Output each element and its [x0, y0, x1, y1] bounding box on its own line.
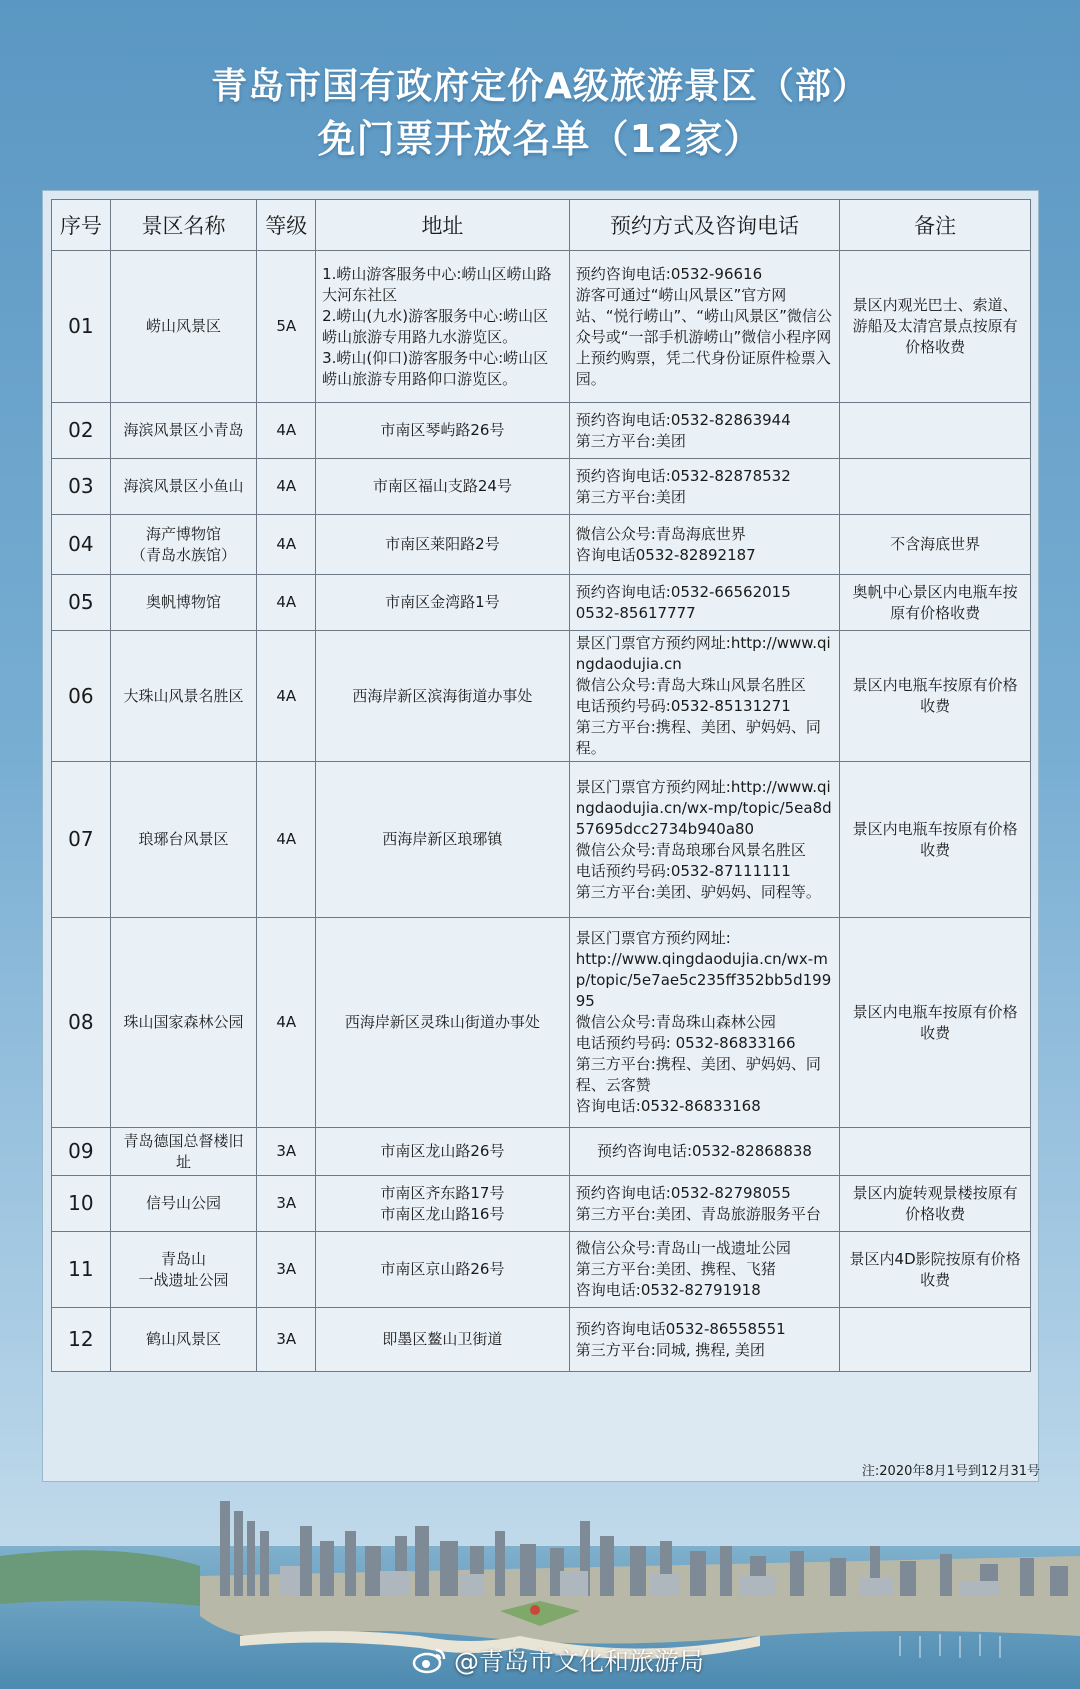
table-row [52, 1232, 1031, 1308]
cell-booking-line: 0532-85617777 [575, 603, 696, 622]
table-row [52, 1176, 1031, 1232]
cell-name [110, 575, 257, 631]
header-name: 景区名称 [110, 200, 257, 251]
cell-address-line: 西海岸新区琅琊镇 [382, 830, 503, 848]
cell-address-line: 市南区京山路26号 [380, 1260, 505, 1278]
cell-booking-line: 电话预约号码: 0532-86833166 [575, 1034, 796, 1052]
cell-remark [840, 515, 1031, 575]
cell-name [110, 403, 257, 459]
table-row [52, 762, 1031, 918]
cell-booking-line: 第三方平台:美团、驴妈妈、同程等。 [575, 882, 821, 901]
page-title-line1: 青岛市国有政府定价A级旅游景区（部） [211, 66, 869, 107]
cell-booking-line: 景区门票官方预约网址:http://www.qingdaodujia.cn [575, 634, 831, 673]
cell-booking-line: 第三方平台:携程、美团、驴妈妈、同程。 [575, 718, 821, 757]
cell-booking-line: 微信公众号:青岛海底世界 [575, 524, 746, 543]
cell-booking [569, 459, 839, 515]
cell-name-line: 大珠山风景名胜区 [123, 686, 244, 705]
cell-grade: 4A [257, 575, 316, 631]
cell-remark [840, 251, 1031, 403]
cell-remark-line: 景区内4D影院按原有价格收费 [849, 1249, 1021, 1289]
cell-address [316, 1232, 570, 1308]
cell-address-line: 市南区齐东路17号 [380, 1183, 505, 1202]
cell-booking-line: 咨询电话0532-82892187 [575, 545, 756, 564]
cell-address-line: 市南区龙山路16号 [380, 1204, 505, 1223]
cell-address-line: 市南区琴屿路26号 [380, 421, 505, 439]
cell-booking-line: 预约咨询电话:0532-82798055 [575, 1183, 791, 1202]
cell-address [316, 575, 570, 631]
cell-grade: 4A [257, 403, 316, 459]
cell-remark-line: 景区内电瓶车按原有价格收费 [852, 1002, 1018, 1042]
cell-address-line: 即墨区鳌山卫街道 [382, 1330, 503, 1348]
cell-remark-line: 景区内电瓶车按原有价格收费 [852, 676, 1018, 715]
table-body [52, 251, 1031, 1372]
cell-booking [569, 575, 839, 631]
watermark-text: @青岛市文化和旅游局 [454, 1647, 705, 1676]
cell-name [110, 762, 257, 918]
table-row [52, 1308, 1031, 1372]
cell-name-line: 信号山公园 [146, 1194, 222, 1212]
cell-booking-line: 咨询电话:0532-82791918 [575, 1281, 761, 1299]
cell-grade: 4A [257, 762, 316, 918]
cell-remark-line: 景区内电瓶车按原有价格收费 [852, 819, 1018, 859]
cell-name [110, 631, 257, 762]
cell-address [316, 251, 570, 403]
header-no: 序号 [52, 200, 111, 251]
cell-no: 01 [52, 251, 111, 403]
cell-name-line: 海滨风景区小鱼山 [123, 477, 244, 495]
cell-booking-line: 微信公众号:青岛珠山森林公园 [575, 1013, 776, 1031]
cell-booking-line: 第三方平台:美团 [575, 431, 686, 450]
cell-no: 12 [52, 1308, 111, 1372]
cell-name [110, 1308, 257, 1372]
cell-remark-line: 不含海底世界 [890, 535, 981, 553]
cell-booking [569, 762, 839, 918]
cell-no: 07 [52, 762, 111, 918]
cell-address [316, 403, 570, 459]
cell-name-line: （青岛水族馆） [131, 545, 237, 564]
cell-remark [840, 918, 1031, 1128]
cell-address [316, 459, 570, 515]
cell-name-line: 海滨风景区小青岛 [123, 421, 244, 439]
footnote: 注:2020年8月1号到12月31号 [861, 1464, 1040, 1479]
table-row [52, 515, 1031, 575]
cell-remark [840, 631, 1031, 762]
cell-address-line: 西海岸新区灵珠山街道办事处 [344, 1013, 540, 1031]
cell-name [110, 1232, 257, 1308]
table-frame [42, 190, 1039, 1482]
cell-address-line: 市南区福山支路24号 [372, 477, 512, 495]
cell-address [316, 762, 570, 918]
cell-remark [840, 762, 1031, 918]
cell-address-line: 市南区龙山路26号 [380, 1142, 505, 1160]
cell-address [316, 1176, 570, 1232]
cell-booking-line: 微信公众号:青岛琅琊台风景名胜区 [575, 840, 806, 859]
cell-no: 03 [52, 459, 111, 515]
table-row [52, 403, 1031, 459]
cell-booking-line: 电话预约号码:0532-85131271 [575, 697, 791, 715]
cell-name-line: 一战遗址公园 [138, 1270, 229, 1289]
cell-name-line: 珠山国家森林公园 [123, 1013, 244, 1031]
cell-booking-line: 微信公众号:青岛山一战遗址公园 [575, 1239, 791, 1257]
cell-booking [569, 631, 839, 762]
cell-booking [569, 1232, 839, 1308]
cell-booking-line: 第三方平台:美团、携程、飞猪 [575, 1260, 776, 1278]
cell-grade: 4A [257, 918, 316, 1128]
cell-name-line: 青岛山 [161, 1249, 207, 1268]
cell-booking-line: 微信公众号:青岛大珠山风景名胜区 [575, 676, 806, 694]
table-row [52, 631, 1031, 762]
cell-grade: 5A [257, 251, 316, 403]
cell-booking [569, 1308, 839, 1372]
cell-remark [840, 1308, 1031, 1372]
cell-address-line: 西海岸新区滨海街道办事处 [352, 686, 533, 705]
cell-booking [569, 1176, 839, 1232]
cell-no: 09 [52, 1128, 111, 1176]
cell-booking-line: 第三方平台:美团、青岛旅游服务平台 [575, 1204, 821, 1223]
cell-name-line: 海产博物馆 [146, 524, 222, 543]
cell-name-line: 奥帆博物馆 [146, 593, 222, 611]
cell-address [316, 515, 570, 575]
cell-booking-line: 景区门票官方预约网址:http://www.qingdaodujia.cn/wx-mp/topic/5ea8d57695dcc2734b940a80 [575, 777, 832, 838]
cell-grade: 3A [257, 1308, 316, 1372]
scenic-spots-table [51, 199, 1031, 1372]
cell-remark [840, 1232, 1031, 1308]
cell-address-line: 市南区莱阳路2号 [385, 535, 500, 553]
cell-name-line: 青岛德国总督楼旧址 [123, 1131, 244, 1171]
cell-name [110, 918, 257, 1128]
header-grade: 等级 [257, 200, 316, 251]
cell-booking-line: http://www.qingdaodujia.cn/wx-mp/topic/5e7ae5c235ff352bb5d19995 [575, 950, 832, 1010]
weibo-watermark [412, 1642, 704, 1678]
cell-booking [569, 251, 839, 403]
cell-booking [569, 918, 839, 1128]
cell-grade: 4A [257, 515, 316, 575]
header-remark: 备注 [840, 200, 1031, 251]
cell-name [110, 459, 257, 515]
cell-name [110, 1176, 257, 1232]
cell-booking-line: 预约咨询电话0532-86558551 [575, 1319, 786, 1338]
cell-no: 05 [52, 575, 111, 631]
header-address: 地址 [316, 200, 570, 251]
cell-booking-line: 预约咨询电话:0532-82863944 [575, 410, 791, 429]
cell-no: 02 [52, 403, 111, 459]
cell-address-line: 1.崂山游客服务中心:崂山区崂山路大河东社区 [322, 264, 552, 304]
cell-remark-line: 景区内旋转观景楼按原有价格收费 [852, 1183, 1018, 1223]
cell-address-line: 3.崂山(仰口)游客服务中心:崂山区崂山旅游专用路仰口游览区。 [322, 348, 549, 388]
header-booking: 预约方式及咨询电话 [569, 200, 839, 251]
cell-name [110, 251, 257, 403]
cell-booking [569, 1128, 839, 1176]
cell-address-line: 市南区金湾路1号 [385, 593, 500, 611]
cell-grade: 3A [257, 1176, 316, 1232]
table-row [52, 918, 1031, 1128]
cell-no: 06 [52, 631, 111, 762]
cell-booking-line: 预约咨询电话:0532-82878532 [575, 466, 791, 485]
cell-address [316, 1128, 570, 1176]
cell-address-line: 2.崂山(九水)游客服务中心:崂山区崂山旅游专用路九水游览区。 [322, 306, 549, 346]
cell-booking-line: 预约咨询电话:0532-96616 [575, 264, 763, 283]
cell-remark [840, 575, 1031, 631]
cell-name-line: 鹤山风景区 [146, 1330, 222, 1348]
cell-grade: 4A [257, 631, 316, 762]
cell-booking-line: 预约咨询电话:0532-82868838 [596, 1142, 812, 1160]
cell-booking [569, 515, 839, 575]
cell-remark [840, 403, 1031, 459]
cell-grade: 3A [257, 1128, 316, 1176]
table-header-row [52, 200, 1031, 251]
table-row [52, 575, 1031, 631]
table-row [52, 251, 1031, 403]
cell-no: 11 [52, 1232, 111, 1308]
cell-booking-line: 第三方平台:美团 [575, 487, 686, 506]
cell-no: 04 [52, 515, 111, 575]
cell-booking [569, 403, 839, 459]
cell-name-line: 崂山风景区 [146, 317, 222, 335]
cell-remark-line: 奥帆中心景区内电瓶车按原有价格收费 [852, 582, 1018, 622]
cell-name-line: 琅琊台风景区 [138, 830, 229, 848]
weibo-icon [412, 1645, 448, 1675]
cell-remark [840, 1176, 1031, 1232]
cell-remark [840, 459, 1031, 515]
table-row [52, 1128, 1031, 1176]
cell-remark [840, 1128, 1031, 1176]
cell-booking-line: 第三方平台:同城, 携程, 美团 [575, 1340, 765, 1359]
cell-grade: 3A [257, 1232, 316, 1308]
cell-address [316, 1308, 570, 1372]
cell-name [110, 1128, 257, 1176]
page-title-line2: 免门票开放名单（12家） [317, 117, 763, 161]
cell-booking-line: 游客可通过“崂山风景区”官方网站、“悦行崂山”、“崂山风景区”微信公众号或“一部手机游崂山”微信小程序网上预约购票，凭二代身份证原件检票入园。 [575, 285, 832, 388]
cell-booking-line: 电话预约号码:0532-87111111 [575, 861, 791, 880]
cell-booking-line: 预约咨询电话:0532-66562015 [575, 582, 791, 601]
table-row [52, 459, 1031, 515]
cell-no: 08 [52, 918, 111, 1128]
cell-booking-line: 景区门票官方预约网址: [575, 929, 731, 947]
cell-name [110, 515, 257, 575]
cell-address [316, 918, 570, 1128]
cell-grade: 4A [257, 459, 316, 515]
cell-address [316, 631, 570, 762]
cell-booking-line: 第三方平台:携程、美团、驴妈妈、同程、云客赞 [575, 1055, 821, 1094]
cell-booking-line: 咨询电话:0532-86833168 [575, 1097, 761, 1115]
cell-remark-line: 景区内观光巴士、索道、游船及太清宫景点按原有价格收费 [852, 296, 1018, 356]
cell-no: 10 [52, 1176, 111, 1232]
